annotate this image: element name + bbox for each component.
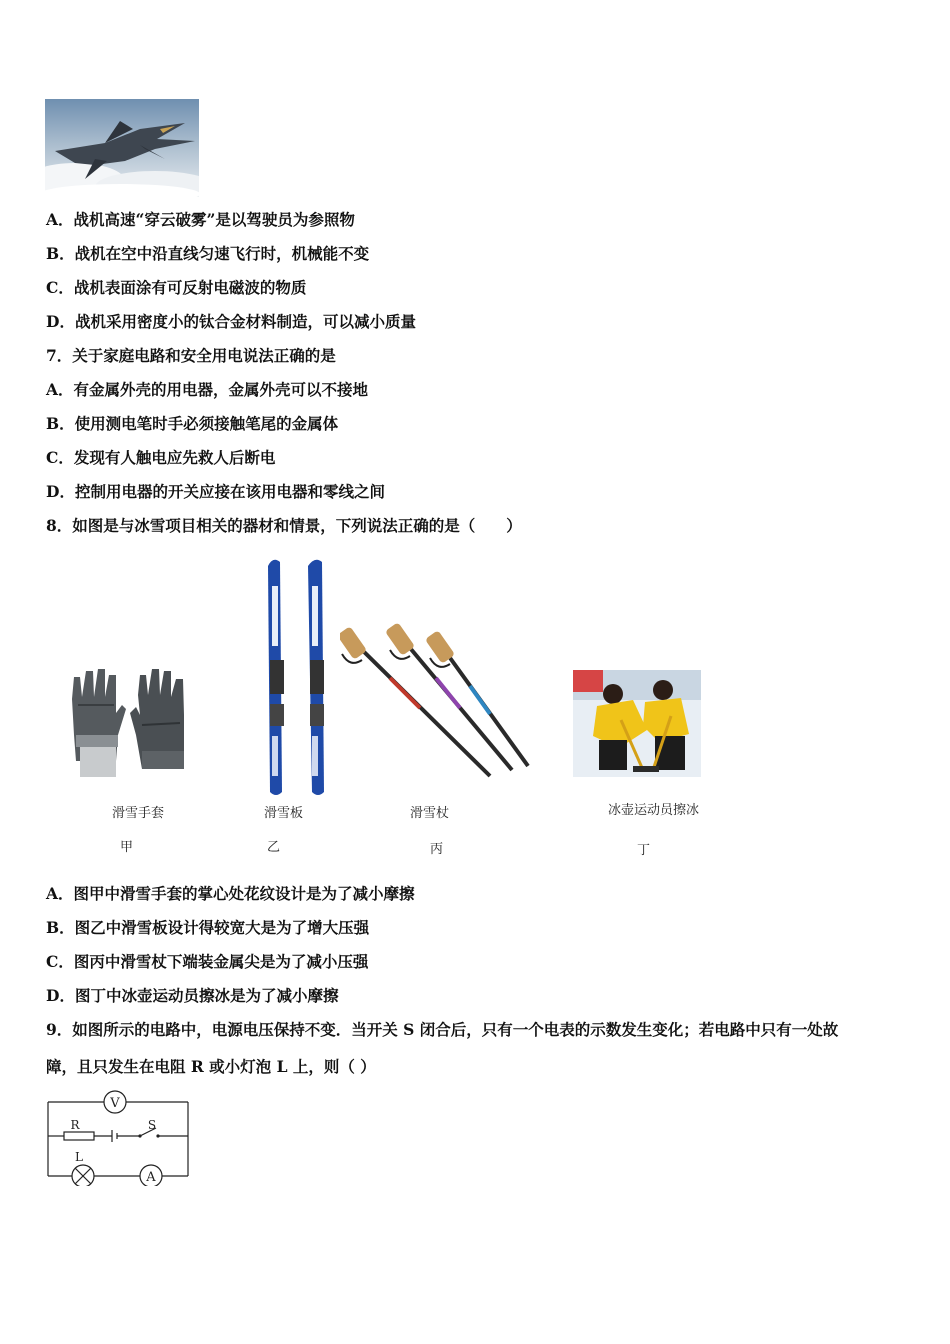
q6-option-a: A．战机高速“穿云破雾”是以驾驶员为参照物 xyxy=(46,210,355,229)
q7-option-d: D．控制用电器的开关应接在该用电器和零线之间 xyxy=(46,482,385,501)
voltmeter-symbol: V xyxy=(110,1096,120,1111)
q8-option-d: D．图丁中冰壶运动员擦冰是为了减小摩擦 xyxy=(46,986,339,1005)
figure-letter-yi: 乙 xyxy=(267,840,281,855)
q6-option-b: B．战机在空中沿直线匀速飞行时，机械能不变 xyxy=(46,244,370,263)
q9-stem-line1: 9．如图所示的电路中，电源电压保持不变．当开关 S 闭合后，只有一个电表的示数发生变化；若电路中只有一处故 xyxy=(46,1020,839,1039)
q7-option-a: A．有金属外壳的用电器，金属外壳可以不接地 xyxy=(46,380,369,399)
q6-option-c: C．战机表面涂有可反射电磁波的物质 xyxy=(46,278,307,297)
figure-caption-skis: 滑雪板 xyxy=(264,806,304,821)
q8-option-a: A．图甲中滑雪手套的掌心处花纹设计是为了减小摩擦 xyxy=(46,884,415,903)
figure-letter-bing: 丙 xyxy=(430,842,444,857)
lamp-label: L xyxy=(75,1150,83,1164)
q8-option-b: B．图乙中滑雪板设计得较宽大是为了增大压强 xyxy=(46,918,370,937)
figure-caption-gloves: 滑雪手套 xyxy=(112,806,165,821)
resistor-label: R xyxy=(70,1118,80,1132)
fighter-jet-image xyxy=(45,99,199,197)
q7-option-b: B．使用测电笔时手必须接触笔尾的金属体 xyxy=(46,414,339,433)
figure-letter-ding: 丁 xyxy=(637,843,651,858)
ski-gloves-image xyxy=(66,665,190,781)
ammeter-symbol: A xyxy=(146,1170,156,1185)
q8-option-c: C．图丙中滑雪杖下端装金属尖是为了减小压强 xyxy=(46,952,369,971)
switch-label: S xyxy=(147,1118,157,1132)
figure-letter-jia: 甲 xyxy=(120,840,134,855)
ski-poles-image xyxy=(340,620,534,782)
ski-board-image xyxy=(264,556,330,800)
curling-players-image xyxy=(573,670,701,777)
q9-stem-line2: 障，且只发生在电阻 R 或小灯泡 L 上，则（ ） xyxy=(46,1057,376,1076)
figure-caption-curling: 冰壶运动员擦冰 xyxy=(608,803,700,818)
q7-stem: 7．关于家庭电路和安全用电说法正确的是 xyxy=(46,346,336,365)
q8-stem: 8．如图是与冰雪项目相关的器材和情景，下列说法正确的是（ ） xyxy=(46,516,522,535)
circuit-diagram xyxy=(44,1090,192,1186)
figure-caption-poles: 滑雪杖 xyxy=(410,806,450,821)
q7-option-c: C．发现有人触电应先救人后断电 xyxy=(46,448,276,467)
q6-option-d: D．战机采用密度小的钛合金材料制造，可以减小质量 xyxy=(46,312,416,331)
